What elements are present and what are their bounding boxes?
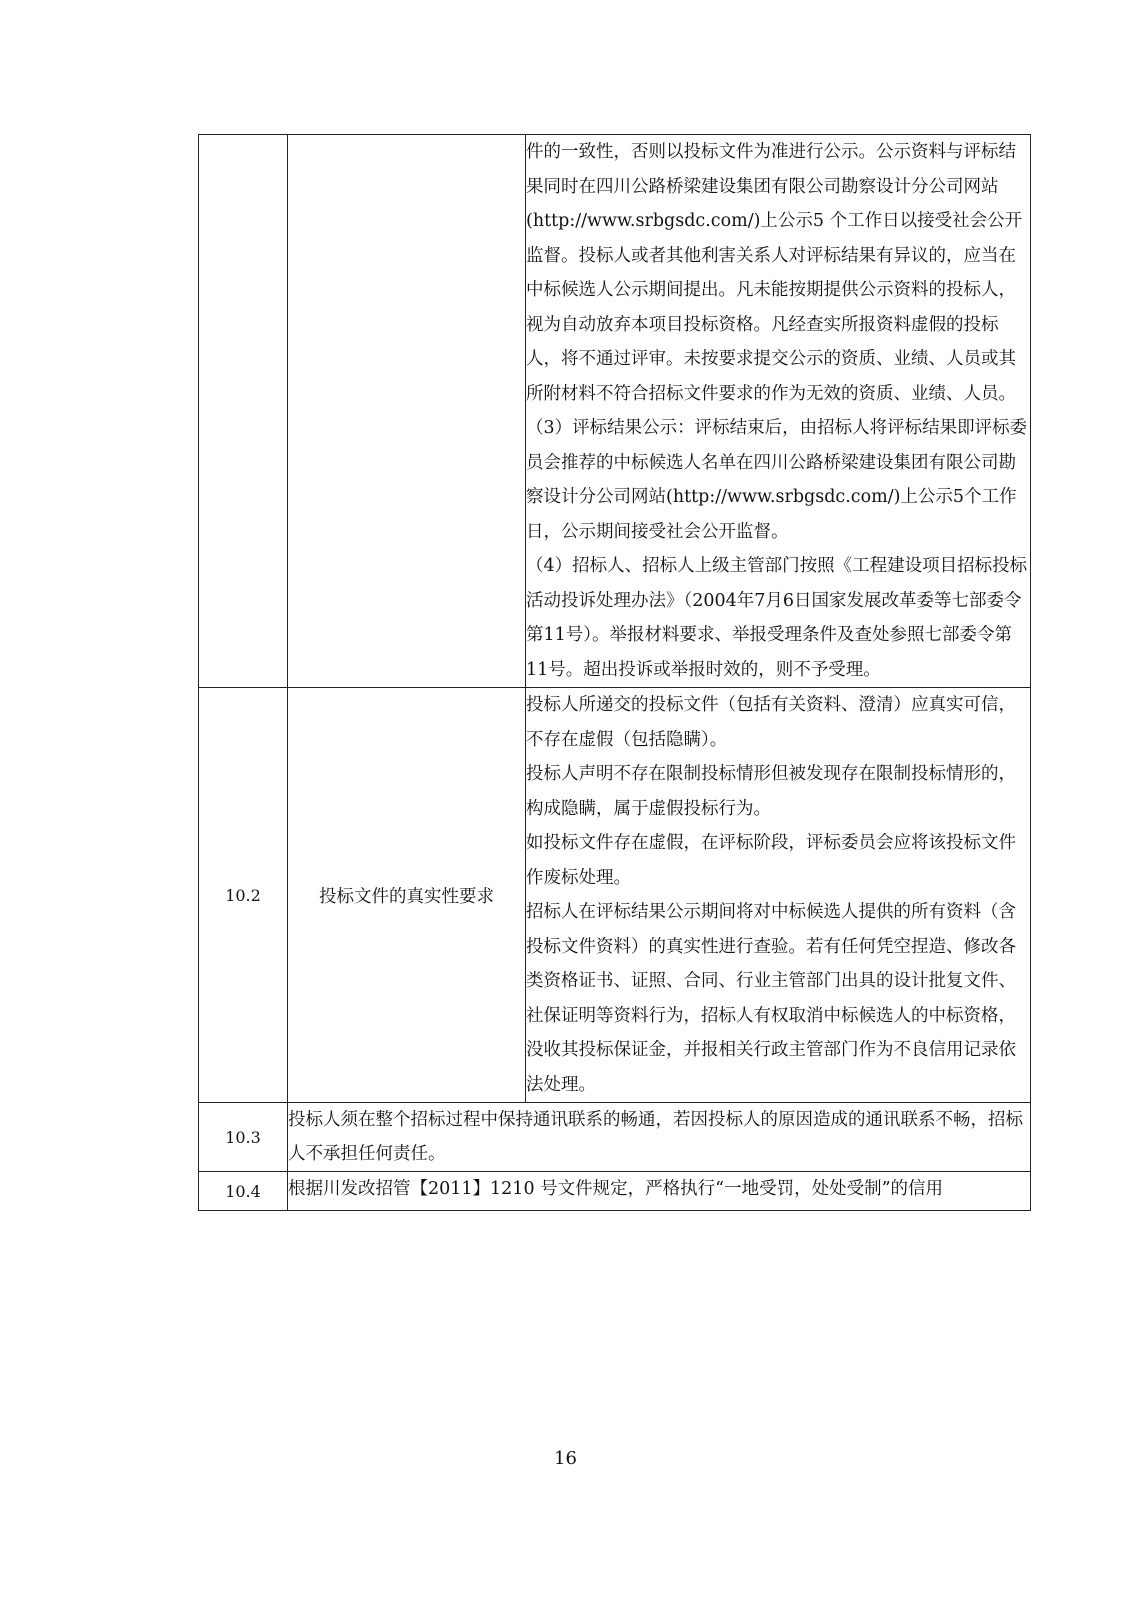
paragraph: 如投标文件存在虚假，在评标阶段，评标委员会应将该投标文件作废标处理。 [526, 833, 1016, 888]
table-row-10-2 [199, 688, 1031, 1103]
clause-text: 根据川发改招管【2011】1210 号文件规定，严格执行“一地受罚，处处受制”的信用 [288, 1172, 1031, 1211]
clause-table [198, 134, 1031, 1211]
paragraph: （4）招标人、招标人上级主管部门按照《工程建设项目招标投标活动投诉处理办法》（2004年7月6日国家发展改革委等七部委令第11号）。举报材料要求、举报受理条件及查处参照七部委令第11号。超出投诉或举报时效的，则不予受理。 [526, 556, 1028, 680]
cell-continuation-text [526, 135, 1031, 688]
table-row-continuation [199, 135, 1031, 688]
page-number: 16 [554, 1448, 577, 1469]
paragraph: （3）评标结果公示：评标结束后，由招标人将评标结果即评标委员会推荐的中标候选人名单在四川公路桥梁建设集团有限公司勘察设计分公司网站(http://www.srbgsdc.com/)上公示5个工作日，公示期间接受社会公开监督。 [526, 418, 1028, 542]
paragraph: 投标人声明不存在限制投标情形但被发现存在限制投标情形的，构成隐瞒，属于虚假投标行为。 [526, 764, 1016, 819]
table-row-10-4 [199, 1172, 1031, 1211]
clause-label: 投标文件的真实性要求 [288, 688, 526, 1103]
clause-number: 10.2 [199, 688, 288, 1103]
clause-text: 投标人须在整个招标过程中保持通讯联系的畅通，若因投标人的原因造成的通讯联系不畅，招标人不承担任何责任。 [288, 1103, 1031, 1172]
cell-label-empty [288, 135, 526, 688]
paragraph: 招标人在评标结果公示期间将对中标候选人提供的所有资料（含投标文件资料）的真实性进行查验。若有任何凭空捏造、修改各类资格证书、证照、合同、行业主管部门出具的设计批复文件、社保证明等资料行为，招标人有权取消中标候选人的中标资格，没收其投标保证金，并报相关行政主管部门作为不良信用记录依法处理。 [526, 902, 1016, 1095]
paragraph: 件的一致性，否则以投标文件为准进行公示。公示资料与评标结果同时在四川公路桥梁建设集团有限公司勘察设计分公司网站(http://www.srbgsdc.com/)上公示5 个工作日以接受社会公开监督。投标人或者其他利害关系人对评标结果有异议的，应当在中标候选人公示期间提出。凡未能按期提供公示资料的投标人，视为自动放弃本项目投标资格。凡经查实所报资料虚假的投标人，将不通过评审。未按要求提交公示的资质、业绩、人员或其所附材料不符合招标文件要求的作为无效的资质、业绩、人员。 [526, 142, 1023, 404]
clause-number: 10.4 [199, 1172, 288, 1211]
cell-number-empty [199, 135, 288, 688]
clause-text [526, 688, 1031, 1103]
paragraph: 投标人所递交的投标文件（包括有关资料、澄清）应真实可信，不存在虚假（包括隐瞒）。 [526, 695, 1016, 750]
clause-number: 10.3 [199, 1103, 288, 1172]
table-row-10-3 [199, 1103, 1031, 1172]
